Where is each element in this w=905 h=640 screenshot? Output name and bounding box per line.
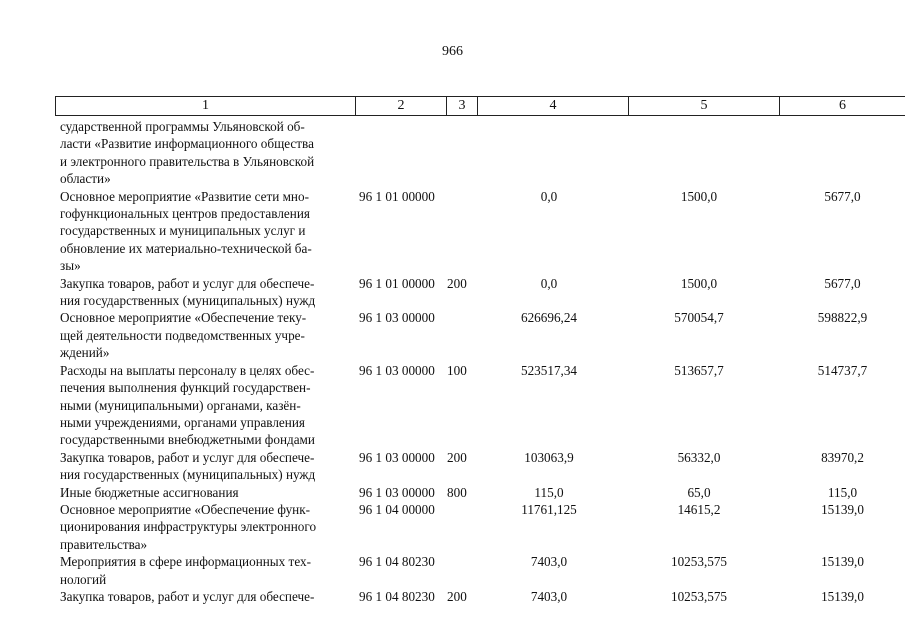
row-name-line: государственными внебюджетными фондами: [60, 432, 315, 448]
row-name-line: гофункциональных центров предоставления: [60, 206, 310, 222]
row-name: [55, 501, 354, 553]
row-name-line: ния государственных (муниципальных) нужд: [60, 293, 316, 309]
row-value-col4: 7403,0: [530, 588, 568, 604]
row-name-line: ционирования инфраструктуры электронного: [60, 519, 317, 535]
row-value-col4: 626696,24: [520, 310, 578, 326]
row-value-col4: 11761,125: [521, 501, 577, 517]
row-value-col6: 5677,0: [824, 188, 861, 204]
row-value-col5: 10253,575: [670, 554, 728, 570]
header-col-4: 4: [478, 96, 629, 116]
row-name: [55, 309, 354, 361]
row-value-col6: 15139,0: [821, 501, 864, 517]
table-row: [55, 118, 899, 188]
row-code: 96 1 03 00000: [359, 484, 435, 500]
row-name-line: нологий: [60, 571, 107, 587]
row-name-line: Закупка товаров, работ и услуг для обеспече-: [60, 449, 315, 465]
row-value-col4: 103063,9: [524, 449, 574, 465]
row-name: [55, 118, 354, 188]
table-header: [55, 96, 905, 116]
row-value-col4: 523517,34: [520, 362, 578, 378]
row-name-line: Мероприятия в сфере информационных тех-: [60, 554, 311, 570]
row-value-col4: 0,0: [540, 188, 558, 204]
table-row: [55, 362, 899, 449]
row-name: [55, 188, 354, 275]
row-name-line: щей деятельности подведомственных учре-: [60, 327, 305, 343]
row-expense-type: [444, 309, 474, 361]
row-name-line: Расходы на выплаты персоналу в целях обес-: [60, 362, 315, 378]
row-value-col5: 56332,0: [677, 449, 721, 465]
row-expense-type: 800: [447, 484, 467, 500]
row-name-line: области»: [60, 171, 111, 187]
row-name: [55, 588, 354, 605]
row-name: [55, 449, 354, 484]
row-name-line: правительства»: [60, 536, 148, 552]
row-code: 96 1 04 80230: [359, 588, 435, 604]
row-name: [55, 275, 354, 310]
row-value-col4: 115,0: [534, 484, 564, 500]
row-expense-type: [444, 118, 474, 188]
row-name-line: Основное мероприятие «Развитие сети мно-: [60, 188, 309, 204]
row-name: [55, 553, 354, 588]
row-value-col5: 10253,575: [670, 588, 728, 604]
row-value-col5: 14615,2: [677, 501, 721, 517]
row-code: 96 1 03 00000: [359, 310, 435, 326]
row-value-col6: 5677,0: [824, 275, 861, 291]
row-name: [55, 362, 354, 449]
row-value-col5: 65,0: [687, 484, 711, 500]
page-number: 966: [442, 44, 463, 59]
row-value-col6: 514737,7: [817, 362, 868, 378]
row-name-line: ждений»: [60, 345, 110, 361]
table-row: [55, 449, 899, 484]
header-col-6: 6: [780, 96, 905, 116]
row-name-line: обновление их материально-технической ба-: [60, 240, 312, 256]
table-row: [55, 275, 899, 310]
table-row: [55, 188, 899, 275]
row-expense-type: 200: [447, 588, 467, 604]
row-expense-type: 200: [447, 275, 467, 291]
header-col-1: 1: [55, 96, 356, 116]
row-name-line: ласти «Развитие информационного общества: [60, 136, 314, 152]
row-name-line: Основное мероприятие «Обеспечение функ-: [60, 501, 311, 517]
row-expense-type: 200: [447, 449, 467, 465]
row-name: [55, 484, 354, 501]
row-value-col6: 115,0: [827, 484, 858, 500]
row-expense-type: [444, 188, 474, 275]
row-code: 96 1 01 00000: [359, 275, 435, 291]
row-name-line: государственных и муниципальных услуг и: [60, 223, 306, 239]
table-body: [55, 118, 899, 605]
row-value-col6: 83970,2: [821, 449, 864, 465]
table-row: [55, 553, 899, 588]
row-name-line: Закупка товаров, работ и услуг для обеспече-: [60, 588, 315, 604]
row-expense-type: 100: [447, 362, 467, 378]
row-code: 96 1 03 00000: [359, 449, 435, 465]
row-value-col6: 15139,0: [821, 588, 864, 604]
row-value-col5: 1500,0: [680, 188, 718, 204]
row-expense-type: [444, 501, 474, 553]
row-code: 96 1 03 00000: [359, 362, 435, 378]
row-value-col4: 7403,0: [530, 554, 568, 570]
row-name-line: сударственной программы Ульяновской об-: [60, 119, 305, 134]
table-row: [55, 501, 899, 553]
row-name-line: Основное мероприятие «Обеспечение теку-: [60, 310, 307, 326]
row-value-col6: 598822,9: [817, 310, 868, 326]
row-value-col5: [624, 118, 774, 188]
row-name-line: зы»: [60, 258, 81, 274]
row-value-col6: 15139,0: [821, 554, 864, 570]
row-code: [354, 118, 444, 188]
row-value-col5: 1500,0: [680, 275, 718, 291]
row-name-line: печения выполнения функций государствен-: [60, 380, 311, 396]
row-name-line: Закупка товаров, работ и услуг для обеспече-: [60, 275, 315, 291]
table-row: [55, 309, 899, 361]
row-name-line: и электронного правительства в Ульяновской: [60, 153, 315, 169]
table-row: [55, 484, 899, 501]
row-name-line: ния государственных (муниципальных) нужд: [60, 467, 316, 483]
row-value-col5: 513657,7: [674, 362, 724, 378]
row-expense-type: [444, 553, 474, 588]
header-col-3: 3: [447, 96, 478, 116]
row-value-col6: [774, 118, 899, 188]
row-code: 96 1 01 00000: [359, 188, 435, 204]
header-col-5: 5: [629, 96, 780, 116]
row-name-line: Иные бюджетные ассигнования: [60, 484, 239, 500]
row-value-col4: [474, 118, 624, 188]
row-code: 96 1 04 00000: [359, 501, 435, 517]
row-code: 96 1 04 80230: [359, 554, 435, 570]
table-row: [55, 588, 899, 605]
row-value-col4: 0,0: [540, 275, 558, 291]
row-value-col5: 570054,7: [674, 310, 724, 326]
row-name-line: ными (муниципальными) органами, казён-: [60, 397, 301, 413]
row-name-line: ными учреждениями, органами управления: [60, 414, 305, 430]
header-col-2: 2: [356, 96, 447, 116]
